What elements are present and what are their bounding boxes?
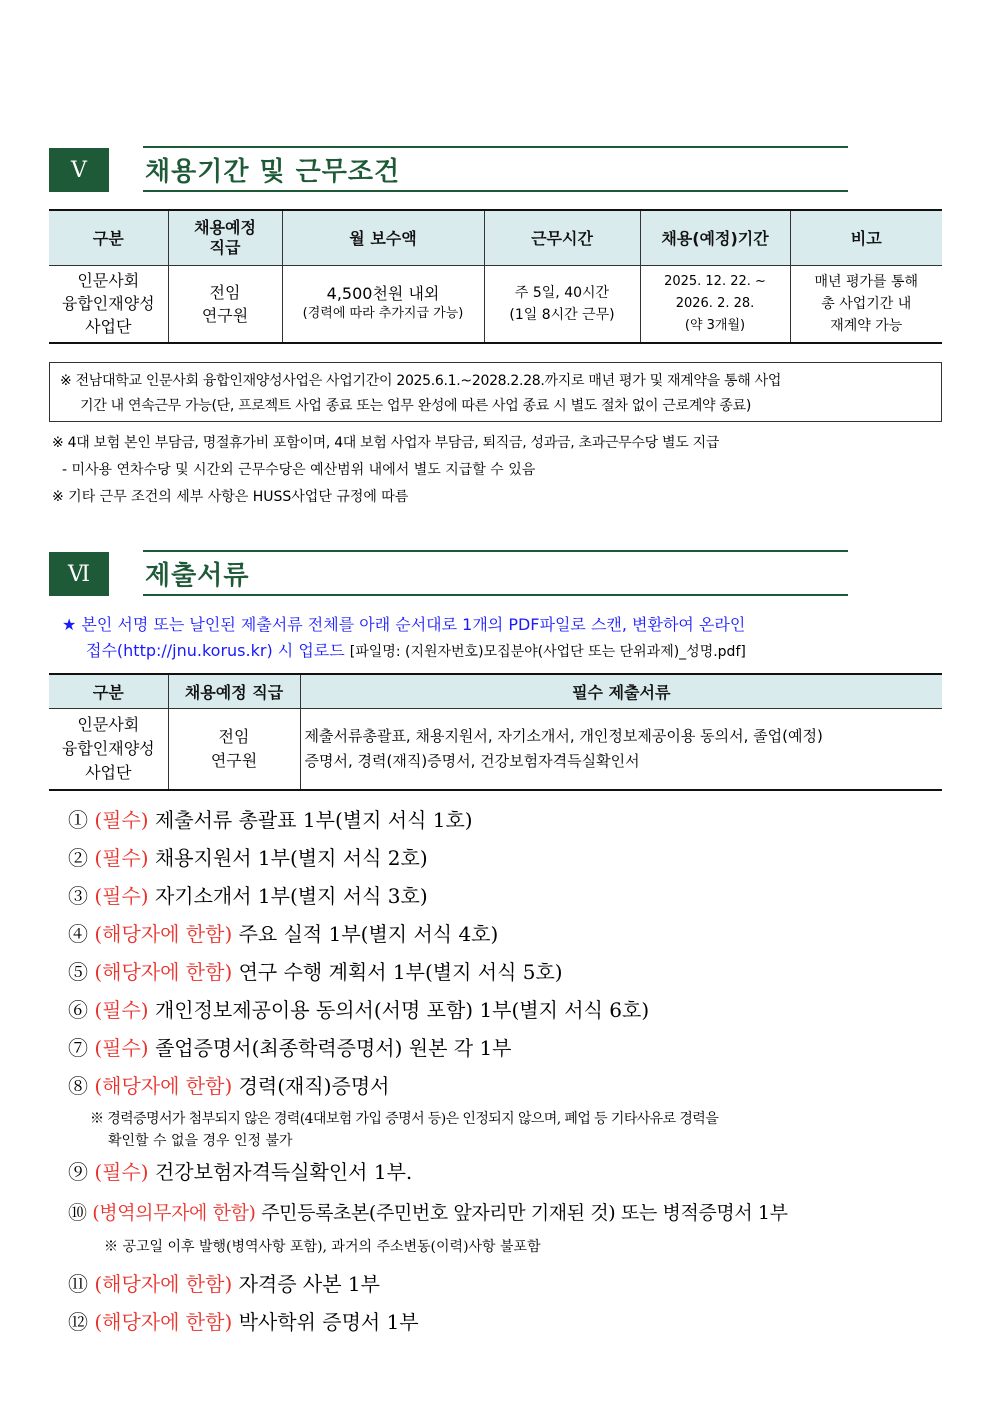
career-note-line-1: ※ 경력증명서가 첨부되지 않은 경력(4대보험 가입 증명서 등)은 인정되지 않으며, 폐업 등 기타사유로 경력을 — [90, 1111, 719, 1127]
list-item — [68, 880, 428, 909]
item-text: 채용지원서 1부(별지 서식 2호) — [154, 846, 428, 870]
col-header-pay: 월 보수액 — [282, 210, 484, 265]
insurance-notes — [52, 430, 719, 511]
section-5-title: 채용기간 및 근무조건 — [143, 146, 848, 192]
col-header-division: 구분 — [49, 674, 168, 708]
career-certificate-note — [90, 1108, 946, 1152]
item-tag: (해당자에 한함) — [94, 1074, 233, 1098]
item-number: ⑨ — [68, 1160, 88, 1184]
item-tag: (해당자에 한함) — [94, 960, 233, 984]
item-tag: (해당자에 한함) — [94, 1272, 233, 1296]
item-tag: (필수) — [94, 1036, 149, 1060]
item-text: 건강보험자격득실확인서 1부. — [154, 1160, 413, 1184]
cell-documents: 제출서류총괄표, 채용지원서, 자기소개서, 개인정보제공이용 동의서, 졸업(예정) 증명서, 경력(재직)증명서, 건강보험자격득실확인서 — [300, 708, 942, 790]
section-6-number: Ⅵ — [49, 552, 109, 596]
item-text: 졸업증명서(최종학력증명서) 원본 각 1부 — [154, 1036, 512, 1060]
required-documents-table — [49, 673, 942, 791]
note-regulation: ※ 기타 근무 조건의 세부 사항은 HUSS사업단 규정에 따름 — [52, 489, 409, 505]
section-5-number: Ⅴ — [49, 148, 109, 192]
cell-rank: 전임 연구원 — [168, 708, 300, 790]
cell-remark: 매년 평가를 통해 총 사업기간 내 재계약 가능 — [790, 265, 942, 343]
list-item — [68, 918, 498, 947]
col-header-documents: 필수 제출서류 — [300, 674, 942, 708]
item-number: ④ — [68, 922, 88, 946]
col-header-hours: 근무시간 — [484, 210, 640, 265]
item-text: 주민등록초본(주민번호 앞자리만 기재된 것) 또는 병적증명서 1부 — [261, 1202, 788, 1224]
instruction-filename: [파일명: (지원자번호)모집분야(사업단 또는 단위과제)_성명.pdf] — [349, 644, 746, 660]
notice-line-1: ※ 전남대학교 인문사회 융합인재양성사업은 사업기간이 2025.6.1.~2028.2.28.까지로 매년 평가 및 재계약을 통해 사업 — [60, 373, 782, 389]
instruction-line-2-wrap — [62, 638, 746, 665]
list-item — [68, 956, 563, 985]
col-header-remark: 비고 — [790, 210, 942, 265]
item-number: ⑪ — [68, 1272, 88, 1296]
item-text: 주요 실적 1부(별지 서식 4호) — [238, 922, 499, 946]
item-number: ⑤ — [68, 960, 88, 984]
note-insurance: ※ 4대 보험 본인 부담금, 명절휴가비 포함이며, 4대 보험 사업자 부담금, 퇴직금, 성과금, 초과근무수당 별도 지급 — [52, 435, 720, 451]
list-item — [68, 1198, 788, 1225]
list-item — [68, 1268, 380, 1297]
col-header-rank: 채용예정 직급 — [168, 210, 282, 265]
instruction-line-1: ★ 본인 서명 또는 날인된 제출서류 전체를 아래 순서대로 1개의 PDF파일로 스캔, 변환하여 온라인 — [62, 615, 746, 634]
item-tag: (병역의무자에 한함) — [92, 1202, 256, 1224]
item-number: ⑩ — [68, 1202, 87, 1224]
item-text: 경력(재직)증명서 — [238, 1074, 390, 1098]
item-tag: (필수) — [94, 808, 149, 832]
item-number: ⑦ — [68, 1036, 88, 1060]
list-item — [68, 804, 473, 833]
cell-hours: 주 5일, 40시간 (1일 8시간 근무) — [484, 265, 640, 343]
notice-line-2: 기간 내 연속근무 가능(단, 프로젝트 사업 종료 또는 업무 완성에 따른 사업 종료 시 별도 절차 없이 근로계약 종료) — [80, 398, 752, 414]
list-item — [68, 1156, 412, 1185]
item-tag: (해당자에 한함) — [94, 1310, 233, 1334]
item-text: 제출서류 총괄표 1부(별지 서식 1호) — [154, 808, 473, 832]
cell-division: 인문사회 융합인재양성 사업단 — [49, 708, 168, 790]
project-period-notice — [49, 362, 942, 422]
list-item — [68, 994, 649, 1023]
pay-note: (경력에 따라 추가지급 가능) — [302, 305, 464, 321]
item-text: 자격증 사본 1부 — [238, 1272, 380, 1296]
item-number: ① — [68, 808, 88, 832]
section-6-header — [49, 550, 848, 598]
col-header-period: 채용(예정)기간 — [640, 210, 790, 265]
section-6-title: 제출서류 — [143, 550, 848, 596]
pay-main: 4,500천원 내외 — [326, 283, 440, 303]
item-number: ⑧ — [68, 1074, 88, 1098]
cell-division: 인문사회 융합인재양성 사업단 — [49, 265, 168, 343]
col-header-division: 구분 — [49, 210, 168, 265]
employment-conditions-table — [49, 209, 942, 344]
item-text: 박사학위 증명서 1부 — [238, 1310, 419, 1334]
upload-link[interactable]: 접수(http://jnu.korus.kr) 시 업로드 — [86, 641, 345, 660]
item-tag: (필수) — [94, 884, 149, 908]
note-allowance: - 미사용 연차수당 및 시간외 근무수당은 예산범위 내에서 별도 지급할 수 있음 — [62, 462, 536, 478]
section-5-header — [49, 146, 848, 194]
list-item — [68, 1070, 389, 1099]
item-text: 개인정보제공이용 동의서(서명 포함) 1부(별지 서식 6호) — [154, 998, 650, 1022]
career-note-line-2: 확인할 수 없을 경우 인정 불가 — [108, 1133, 293, 1149]
cell-pay — [282, 265, 484, 343]
item-tag: (해당자에 한함) — [94, 922, 233, 946]
item-text: 자기소개서 1부(별지 서식 3호) — [154, 884, 428, 908]
list-item — [68, 1306, 419, 1335]
item-number: ⑫ — [68, 1310, 88, 1334]
cell-period: 2025. 12. 22. ~ 2026. 2. 28. (약 3개월) — [640, 265, 790, 343]
cell-rank: 전임 연구원 — [168, 265, 282, 343]
item-number: ② — [68, 846, 88, 870]
item-tag: (필수) — [94, 846, 149, 870]
item-tag: (필수) — [94, 1160, 149, 1184]
item-tag: (필수) — [94, 998, 149, 1022]
item-text: 연구 수행 계획서 1부(별지 서식 5호) — [238, 960, 563, 984]
col-header-rank: 채용예정 직급 — [168, 674, 300, 708]
list-item — [68, 842, 428, 871]
list-item — [68, 1032, 512, 1061]
item-number: ⑥ — [68, 998, 88, 1022]
military-service-note: ※ 공고일 이후 발행(병역사항 포함), 과거의 주소변동(이력)사항 불포함 — [104, 1239, 541, 1255]
item-number: ③ — [68, 884, 88, 908]
upload-instruction — [62, 612, 746, 665]
